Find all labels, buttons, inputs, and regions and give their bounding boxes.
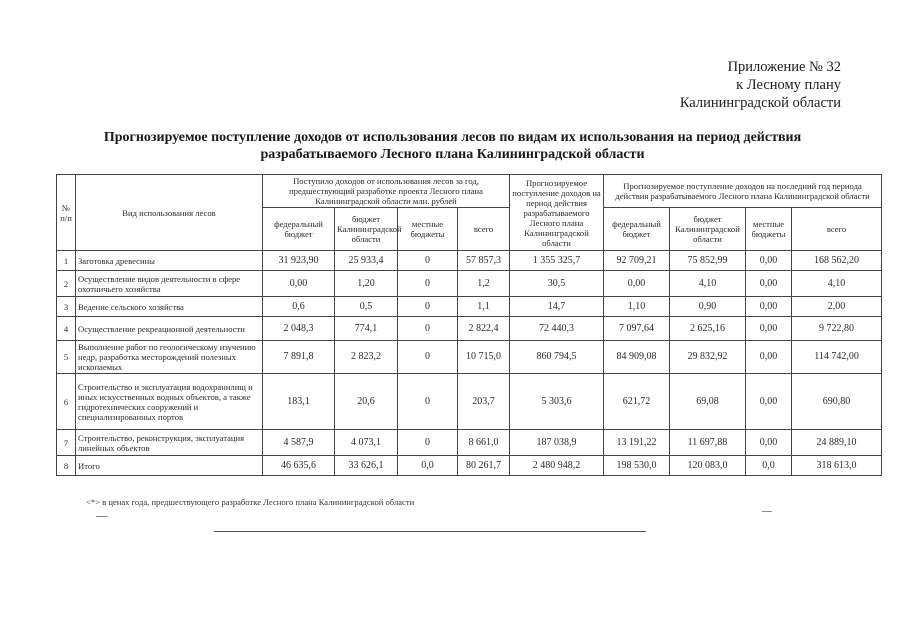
document-title [40,129,865,163]
title-line-2: разрабатываемого Лесного плана Калининградской области [260,147,645,162]
row-value: 0 [398,341,458,374]
row-value: 0,00 [746,271,792,297]
header-forecast-period: Прогнозируемое поступление доходов на период действия разрабатываемого Лесного плана Калининградской области [510,175,604,251]
table-header-row [57,175,882,208]
row-number: 2 [57,271,76,297]
subheader-total: всего [792,208,882,251]
row-value: 14,7 [510,297,604,317]
appendix-header [680,58,841,112]
row-value: 1,2 [458,271,510,297]
row-value: 7 891,8 [263,341,335,374]
row-number: 1 [57,251,76,271]
row-value: 198 530,0 [604,456,670,476]
header-num: № п/п [57,175,76,251]
table-row [57,374,882,430]
row-value: 0,0 [398,456,458,476]
row-value: 4 587,9 [263,430,335,456]
row-value: 2,00 [792,297,882,317]
row-value: 1 355 325,7 [510,251,604,271]
row-value: 7 097,64 [604,317,670,341]
row-value: 2 823,2 [335,341,398,374]
row-value: 10 715,0 [458,341,510,374]
row-value: 33 626,1 [335,456,398,476]
appendix-number: Приложение № 32 [727,59,841,75]
row-value: 0 [398,297,458,317]
row-number: 6 [57,374,76,430]
row-value: 1,1 [458,297,510,317]
row-number: 7 [57,430,76,456]
row-value: 72 440,3 [510,317,604,341]
row-value: 0,00 [604,271,670,297]
subheader-local: местные бюджеты [398,208,458,251]
row-kind: Итого [76,456,263,476]
row-value: 0,0 [746,456,792,476]
row-kind: Осуществление видов деятельности в сфере охотничьего хозяйства [76,271,263,297]
row-value: 4 073,1 [335,430,398,456]
header-previous-year: Поступило доходов от использования лесов за год, предшествующий разработке проекта Лесного плана Калининградской области млн. рублей [263,175,510,208]
row-value: 1,20 [335,271,398,297]
row-kind: Заготовка древесины [76,251,263,271]
row-value: 0 [398,251,458,271]
subheader-federal: федеральный бюджет [263,208,335,251]
row-value: 29 832,92 [670,341,746,374]
row-value: 2 625,16 [670,317,746,341]
row-value: 69,08 [670,374,746,430]
row-value: 80 261,7 [458,456,510,476]
row-value: 2 480 948,2 [510,456,604,476]
row-kind: Строительство и эксплуатация водохранилищ и иных искусственных водных объектов, а также гидротехнических сооружений и специализированных портов [76,374,263,430]
row-value: 203,7 [458,374,510,430]
row-value: 0 [398,271,458,297]
subheader-total: всего [458,208,510,251]
row-value: 1,10 [604,297,670,317]
row-value: 30,5 [510,271,604,297]
row-value: 0,00 [746,341,792,374]
table-row [57,271,882,297]
row-value: 92 709,21 [604,251,670,271]
row-value: 168 562,20 [792,251,882,271]
row-value: 0 [398,374,458,430]
row-value: 11 697,88 [670,430,746,456]
row-value: 9 722,80 [792,317,882,341]
row-value: 5 303,6 [510,374,604,430]
subheader-regional: бюджет Калининградской области [335,208,398,251]
row-value: 114 742,00 [792,341,882,374]
bottom-rule [214,531,646,532]
row-value: 0,00 [746,297,792,317]
row-value: 84 909,08 [604,341,670,374]
row-kind: Строительство, реконструкция, эксплуатация линейных объектов [76,430,263,456]
row-value: 0,00 [746,317,792,341]
table-row [57,317,882,341]
row-value: 0,00 [263,271,335,297]
row-value: 690,80 [792,374,882,430]
table-row [57,297,882,317]
row-value: 0 [398,430,458,456]
row-kind: Осуществление рекреационной деятельности [76,317,263,341]
table-body [57,251,882,476]
subheader-regional: бюджет Калининградской области [670,208,746,251]
row-value: 183,1 [263,374,335,430]
header-kind: Вид использования лесов [76,175,263,251]
subheader-federal: федеральный бюджет [604,208,670,251]
row-value: 0,6 [263,297,335,317]
row-value: 860 794,5 [510,341,604,374]
table-row [57,341,882,374]
row-value: 57 857,3 [458,251,510,271]
row-value: 0,00 [746,430,792,456]
title-line-1: Прогнозируемое поступление доходов от использования лесов по видам их использования на период действия [103,130,802,145]
row-value: 120 083,0 [670,456,746,476]
table-row [57,456,882,476]
row-value: 20,6 [335,374,398,430]
row-value: 31 923,90 [263,251,335,271]
appendix-region: Калининградской области [679,95,841,111]
row-value: 75 852,99 [670,251,746,271]
row-value: 318 613,0 [792,456,882,476]
row-number: 5 [57,341,76,374]
row-value: 187 038,9 [510,430,604,456]
row-value: 46 635,6 [263,456,335,476]
footnote: <*> в ценах года, предшествующего разработке Лесного плана Калининградской области [86,497,415,507]
row-value: 2 048,3 [263,317,335,341]
row-number: 3 [57,297,76,317]
row-value: 25 933,4 [335,251,398,271]
row-number: 8 [57,456,76,476]
row-value: 0,5 [335,297,398,317]
row-number: 4 [57,317,76,341]
income-forecast-table [56,174,882,476]
row-value: 0,90 [670,297,746,317]
row-value: 4,10 [792,271,882,297]
row-value: 4,10 [670,271,746,297]
subheader-local: местные бюджеты [746,208,792,251]
row-value: 8 661,0 [458,430,510,456]
row-value: 13 191,22 [604,430,670,456]
row-value: 774,1 [335,317,398,341]
table-row [57,251,882,271]
scan-mark [762,511,772,512]
appendix-plan: к Лесному плану [736,77,841,93]
row-kind: Ведение сельского хозяйства [76,297,263,317]
table-row [57,430,882,456]
scan-mark [96,516,108,517]
row-value: 2 822,4 [458,317,510,341]
row-value: 621,72 [604,374,670,430]
row-value: 24 889,10 [792,430,882,456]
row-value: 0 [398,317,458,341]
row-value: 0,00 [746,251,792,271]
row-kind: Выполнение работ по геологическому изучению недр, разработка месторождений полезных ископаемых [76,341,263,374]
header-last-year: Прогнозируемое поступление доходов на последний год периода действия разрабатываемого Лесного плана Калининградской области [604,175,882,208]
row-value: 0,00 [746,374,792,430]
